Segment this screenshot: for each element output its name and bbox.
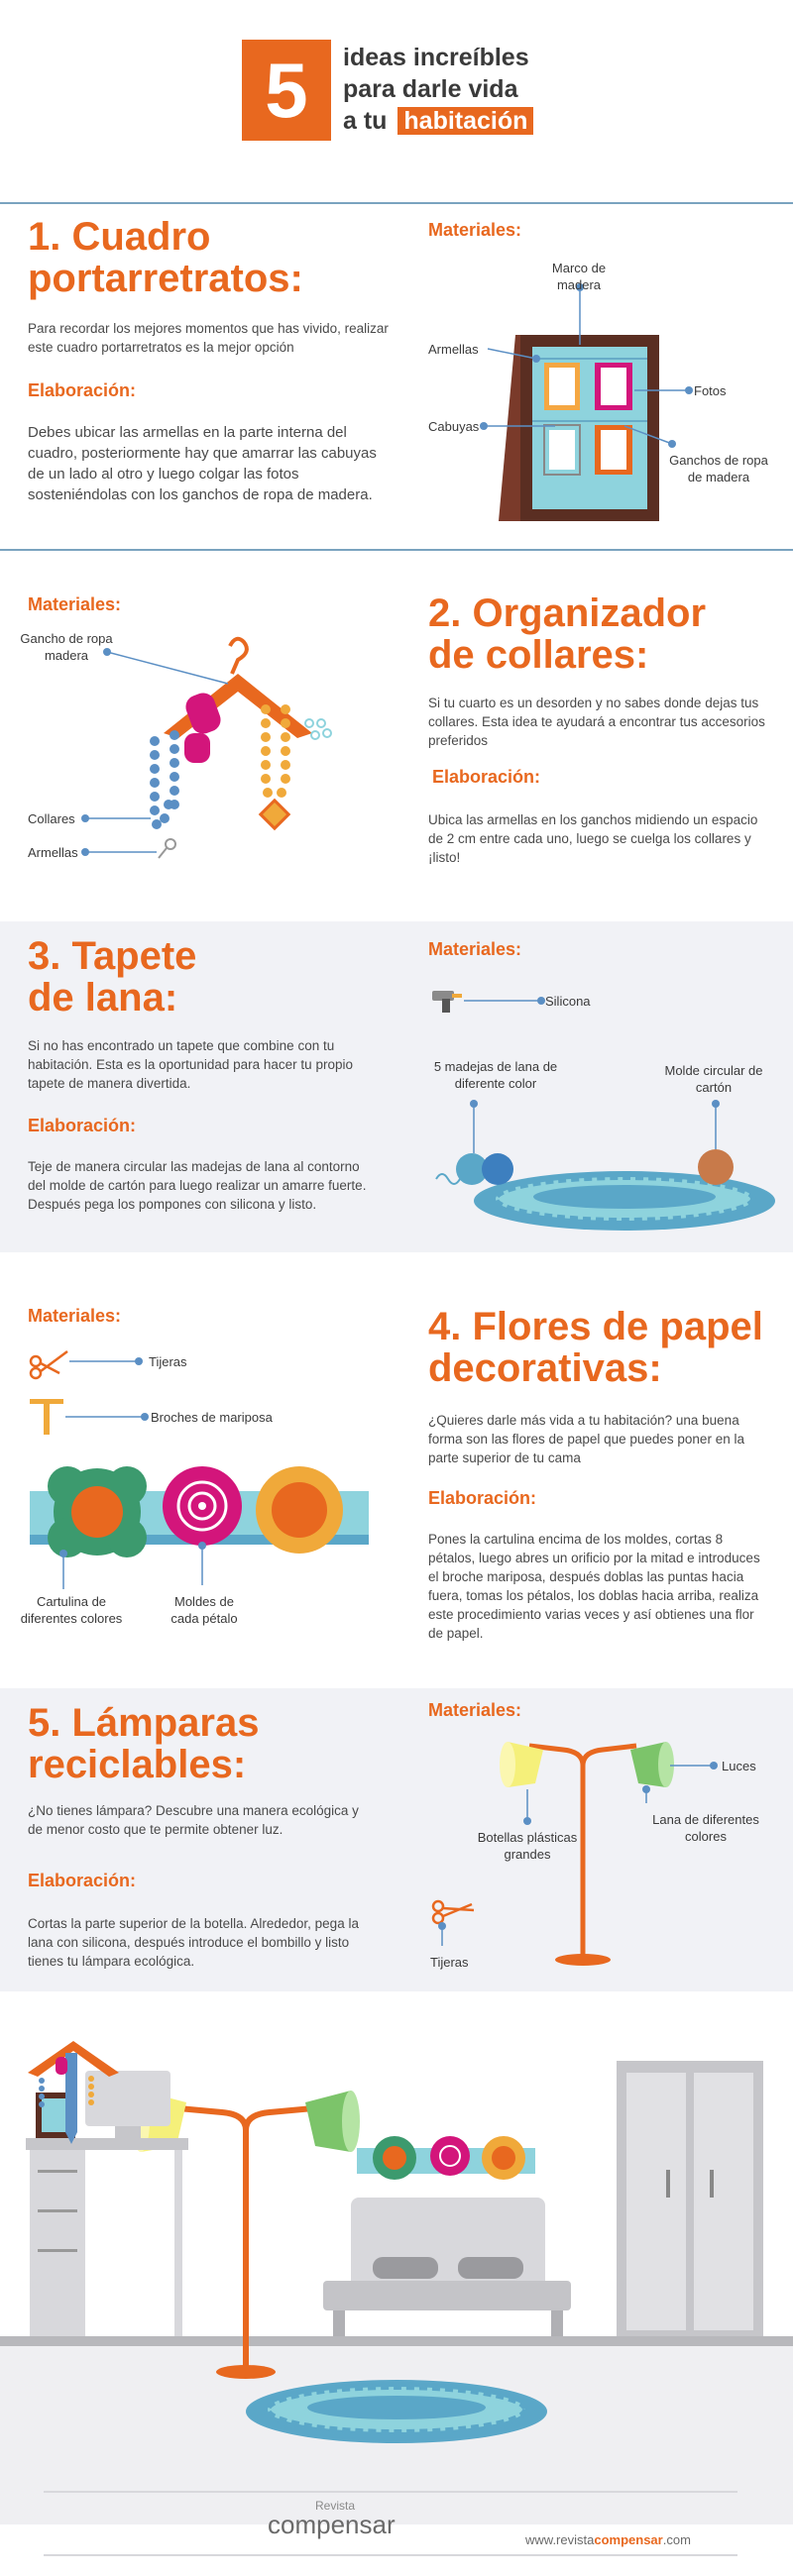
label-armellas: Armellas xyxy=(28,845,78,860)
header-line-1: ideas increíbles xyxy=(343,44,529,71)
section-3-intro: Si no has encontrado un tapete que combine con tu habitación. Esta es la oportunidad para hacer tu propio tapete de manera divertida. xyxy=(28,1038,353,1091)
label-cabuyas: Cabuyas xyxy=(428,419,480,434)
label-botellas: Botellas plásticas grandes xyxy=(477,1830,578,1862)
label-silicona: Silicona xyxy=(545,994,591,1009)
section-2-intro: Si tu cuarto es un desorden y no sabes donde dejas tus collares. Esta idea te ayudará a encontrar tus accesorios preferidos xyxy=(428,696,765,748)
bed xyxy=(323,2198,571,2336)
section-4-title-line-1: 4. Flores de papel xyxy=(428,1305,763,1348)
section-2-title-line-2: de collares: xyxy=(428,633,649,677)
wardrobe xyxy=(617,2061,763,2336)
header-number-box: 5 xyxy=(242,40,331,141)
label-luces: Luces xyxy=(722,1759,756,1773)
section-2-materials-title: Materiales: xyxy=(28,594,122,614)
label-armellas: Armellas xyxy=(428,342,479,357)
section-3-materials-title: Materiales: xyxy=(428,939,522,959)
footer-url-suffix: .com xyxy=(662,2532,691,2547)
section-4-elab-title: Elaboración: xyxy=(428,1488,537,1508)
section-4-intro: ¿Quieres darle más vida a tu habitación? una buena forma son las flores de papel que puedes poner en la parte superior de tu cama xyxy=(428,1413,744,1465)
section-2-elab-title: Elaboración: xyxy=(432,767,541,787)
section-1-title-line-1: 1. Cuadro xyxy=(28,215,211,259)
scissors-icon xyxy=(433,1901,474,1923)
desk xyxy=(26,2071,188,2336)
section-4-title-line-2: decorativas: xyxy=(428,1346,662,1390)
rug xyxy=(246,2380,547,2443)
label-broches: Broches de mariposa xyxy=(151,1410,273,1425)
label-ganchos: Ganchos de ropa de madera xyxy=(669,453,768,484)
footer-url[interactable] xyxy=(525,2532,691,2547)
footer-brand-logo: compensar xyxy=(268,2510,396,2539)
label-collares: Collares xyxy=(28,811,75,826)
label-fotos: Fotos xyxy=(694,383,727,398)
section-5-elab-text: Cortas la parte superior de la botella. Alrededor, pega la lana con silicona, después introduce el bombillo y listo tienes tu lámpara ecológica. xyxy=(28,1916,359,1969)
label-cartulina: Cartulina de diferentes colores xyxy=(20,1594,123,1626)
section-2-elab-text: Ubica las armellas en los ganchos midiendo un espacio de 2 cm entre cada uno, luego se cuelga los collares y ¡listo! xyxy=(428,812,758,865)
section-3-title-line-1: 3. Tapete xyxy=(28,934,197,978)
label-tijeras: Tijeras xyxy=(430,1955,469,1970)
section-4-elab-text: Pones la cartulina encima de los moldes, cortas 8 pétalos, luego abres un orificio por la mitad e introduces el broche mariposa, después doblas las puntas hacia fuera, tomas los pétalos, los doblas hacia arriba, realiza este procedimiento varias veces y así obtienes una flor de papel. xyxy=(428,1532,760,1641)
floor-line xyxy=(0,2336,793,2346)
header-line-2: para darle vida xyxy=(343,75,518,103)
label-tijeras: Tijeras xyxy=(149,1354,187,1369)
section-5-intro: ¿No tienes lámpara? Descubre una manera ecológica y de menor costo que te permite obtener luz. xyxy=(28,1803,359,1837)
footer-brand-small: Revista xyxy=(315,2499,356,2513)
section-2-title-line-1: 2. Organizador xyxy=(428,591,707,635)
footer-url-brand: compensar xyxy=(594,2532,663,2547)
section-5-elab-title: Elaboración: xyxy=(28,1871,137,1890)
section-1-elab-title: Elaboración: xyxy=(28,380,137,400)
label-molde: Molde circular de cartón xyxy=(664,1063,763,1095)
flower-shelf xyxy=(357,2136,535,2180)
section-1-intro: Para recordar los mejores momentos que has vivido, realizar este cuadro portarretratos es la mejor opción xyxy=(28,321,389,355)
label-madejas: 5 madejas de lana de diferente color xyxy=(433,1059,558,1091)
footer-rule xyxy=(44,2554,737,2556)
section-1-title-line-2: portarretratos: xyxy=(28,257,303,300)
label-gancho: Gancho de ropa madera xyxy=(20,631,113,663)
footer-rule xyxy=(44,2491,737,2493)
label-moldes: Moldes de cada pétalo xyxy=(170,1594,238,1626)
section-5-materials-title: Materiales: xyxy=(428,1700,522,1720)
section-3-elab-text: Teje de manera circular las madejas de lana al contorno del molde de cartón para luego realizar un amarre fuerte. Después pega los pompones con silicona y listo. xyxy=(28,1159,367,1212)
section-4-materials-title: Materiales: xyxy=(28,1306,122,1326)
footer-url-prefix: www.revista xyxy=(525,2532,595,2547)
section-1-elab-text: Debes ubicar las armellas en la parte interna del cuadro, posteriormente hay que amarrar las cabuyas de un lado al otro y luego colgar las fotos sosteniéndolas con los ganchos de ropa de madera. xyxy=(28,424,377,503)
header-line-3-prefix: a tu xyxy=(343,107,388,135)
room-scene xyxy=(0,2021,793,2539)
section-5-title-line-2: reciclables: xyxy=(28,1743,247,1786)
footer-brand xyxy=(268,2499,396,2539)
section-3-elab-title: Elaboración: xyxy=(28,1116,137,1135)
section-3-title-line-2: de lana: xyxy=(28,976,178,1020)
lamp xyxy=(132,2091,360,2379)
section-1-materials-title: Materiales: xyxy=(428,220,522,240)
label-lana: Lana de diferentes colores xyxy=(652,1812,759,1844)
header-highlight: habitación xyxy=(397,107,533,135)
section-5-title-line-1: 5. Lámparas xyxy=(28,1701,260,1745)
label-marco: Marco de madera xyxy=(551,261,607,292)
